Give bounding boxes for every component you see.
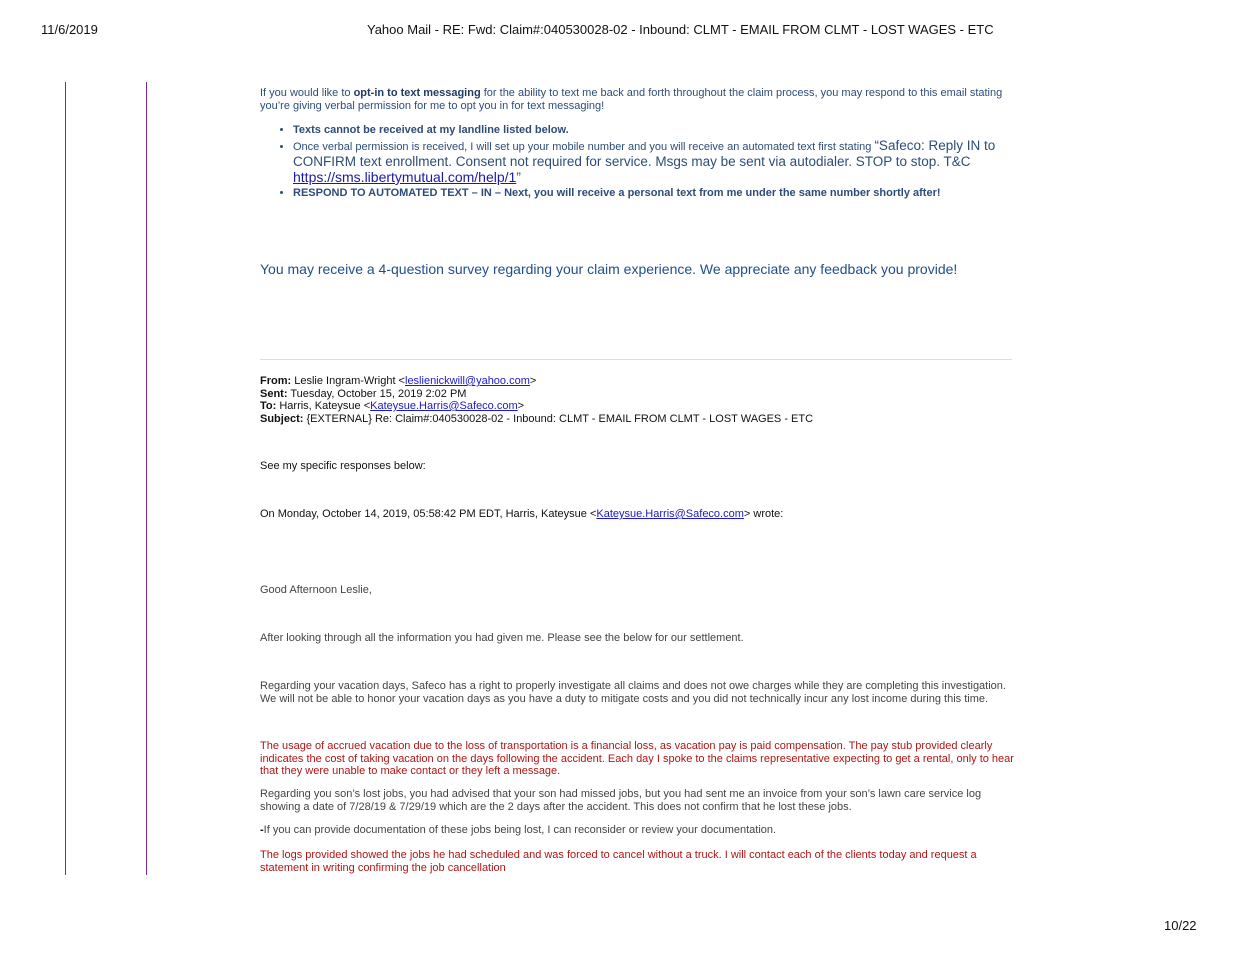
optin-bold: opt-in to text messaging [353, 87, 481, 99]
son-jobs-paragraph: Regarding you son’s lost jobs, you had advised that your son had missed jobs, but you had sent me an invoice from your son’s lawn care service log showing a date of 7/28/19 & 7/29/19 which are the 2 days after the accident. This does not confirm that he lost these jobs. [260, 788, 982, 813]
to-email-link[interactable]: Kateysue.Harris@Safeco.com [370, 400, 518, 412]
print-date: 11/6/2019 [41, 22, 98, 37]
list-item: • RESPOND TO AUTOMATED TEXT – IN – Next, you will receive a personal text from me under the same number shortly after! [293, 187, 1033, 200]
response-jobs: The logs provided showed the jobs he had scheduled and was forced to cancel without a truck. I will contact each of the clients today and request a statement in writing confirming the job cancellation [260, 849, 977, 874]
after-looking: After looking through all the information you had given me. Please see the below for our settlement. [260, 632, 744, 644]
list-item: • Texts cannot be received at my landline listed below. [293, 124, 1033, 137]
email-meta [260, 375, 1015, 425]
optin-bullets [260, 124, 1033, 201]
survey-note: You may receive a 4-question survey regarding your claim experience. We appreciate any feedback you provide! [260, 261, 958, 277]
optin-paragraph: If you would like to opt-in to text messaging for the ability to text me back and forth throughout the claim process, you may respond to this email stating you’re giving verbal permission for me to opt you in for text messaging! [260, 87, 1003, 112]
page-number: 10/22 [1164, 918, 1197, 933]
sms-help-link[interactable]: https://sms.libertymutual.com/help/1 [293, 169, 517, 185]
to-line: To: Harris, Kateysue <Kateysue.Harris@Safeco.com> [260, 400, 525, 412]
subject-line: Subject: {EXTERNAL} Re: Claim#:040530028-02 - Inbound: CLMT - EMAIL FROM CLMT - LOST WAGES - ETC [260, 412, 814, 425]
list-item: • Once verbal permission is received, I will set up your mobile number and you will receive an automated text first stating “Safeco: Reply IN to CONFIRM text enrollment. Consent not required for service. Msgs may be sent via autodialer. STOP to stop. T&C https://sms.libertymutual.com/help/1” [293, 138, 1033, 186]
documentation-paragraph: -If you can provide documentation of these jobs being lost, I can reconsider or review your documentation. [260, 824, 777, 836]
see-below: See my specific responses below: [260, 460, 426, 472]
quote-bar-outer [65, 82, 66, 875]
sent-line: Sent: Tuesday, October 15, 2019 2:02 PM [260, 387, 467, 400]
page-title: Yahoo Mail - RE: Fwd: Claim#:040530028-02 - Inbound: CLMT - EMAIL FROM CLMT - LOST WAGES - ETC [367, 22, 994, 37]
greeting: Good Afternoon Leslie, [260, 584, 372, 596]
divider [260, 359, 1012, 360]
quote-header: On Monday, October 14, 2019, 05:58:42 PM EDT, Harris, Kateysue <Kateysue.Harris@Safeco.com> wrote: [260, 508, 784, 520]
from-line: From: Leslie Ingram-Wright <leslienickwill@yahoo.com> [260, 375, 537, 387]
vacation-paragraph: Regarding your vacation days, Safeco has a right to properly investigate all claims and does not owe charges while they are completing this investigation. We will not be able to honor your vacation days as you have a duty to mitigate costs and you did not technically incur any lost income during this time. [260, 680, 1006, 705]
quote-bar-inner [146, 82, 147, 875]
quoted-email-link[interactable]: Kateysue.Harris@Safeco.com [596, 508, 744, 520]
response-vacation: The usage of accrued vacation due to the loss of transportation is a financial loss, as vacation pay is paid compensation. The pay stub provided clearly indicates the cost of taking vacation on the days following the accident. Each day I spoke to the claims representative expecting to get a rental, only to hear that they were unable to make contact or they left a message. [260, 740, 1014, 777]
from-email-link[interactable]: leslienickwill@yahoo.com [405, 375, 530, 387]
